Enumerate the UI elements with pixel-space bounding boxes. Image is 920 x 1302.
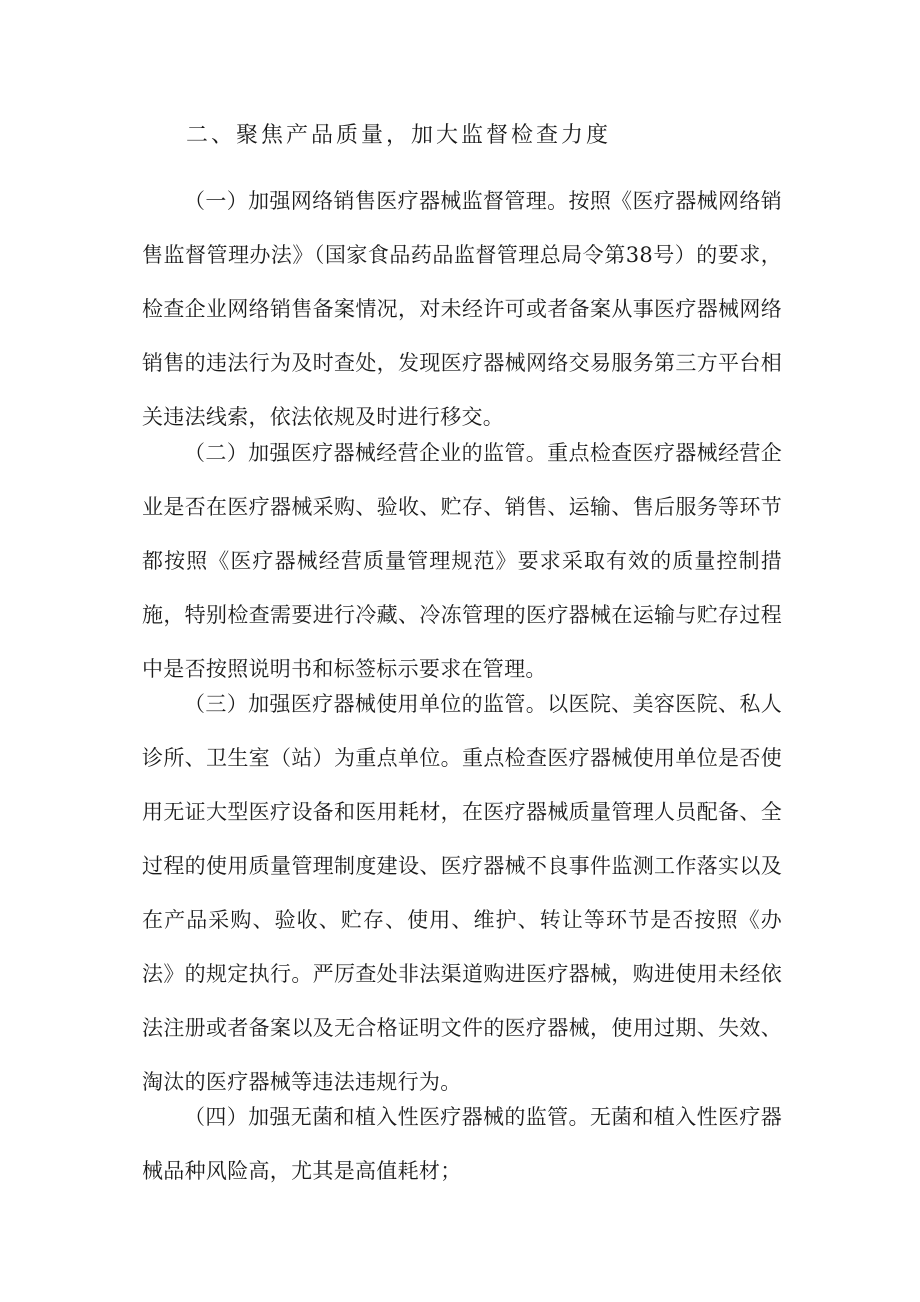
paragraph-sterile-implants: （四）加强无菌和植入性医疗器械的监管。无菌和植入性医疗器械品种风险高，尤其是高值耗材；	[142, 1105, 782, 1183]
paragraph-business-enterprises: （二）加强医疗器械经营企业的监管。重点检查医疗器械经营企业是否在医疗器械采购、验收、贮存、销售、运输、售后服务等环节都按照《医疗器械经营质量管理规范》要求采取有效的质量控制措施，特别检查需要进行冷藏、冷冻管理的医疗器械在运输与贮存过程中是否按照说明书和标签标示要求在管理。	[142, 441, 782, 681]
section-heading: 二、聚焦产品质量，加大监督检查力度	[186, 123, 612, 148]
paragraph-user-units: （三）加强医疗器械使用单位的监管。以医院、美容医院、私人诊所、卫生室（站）为重点单位。重点检查医疗器械使用单位是否使用无证大型医疗设备和医用耗材，在医疗器械质量管理人员配备、全过程的使用质量管理制度建设、医疗器械不良事件监测工作落实以及在产品采购、验收、贮存、使用、维护、转让等环节是否按照《办法》的规定执行。严厉查处非法渠道购进医疗器械，购进使用未经依法注册或者备案以及无合格证明文件的医疗器械，使用过期、失效、淘汰的医疗器械等违法违规行为。	[142, 692, 782, 1094]
paragraph-online-sales: （一）加强网络销售医疗器械监督管理。按照《医疗器械网络销售监督管理办法》（国家食品药品监督管理总局令第38号）的要求，检查企业网络销售备案情况，对未经许可或者备案从事医疗器械网络销售的违法行为及时查处，发现医疗器械网络交易服务第三方平台相关违法线索，依法依规及时进行移交。	[142, 189, 782, 429]
